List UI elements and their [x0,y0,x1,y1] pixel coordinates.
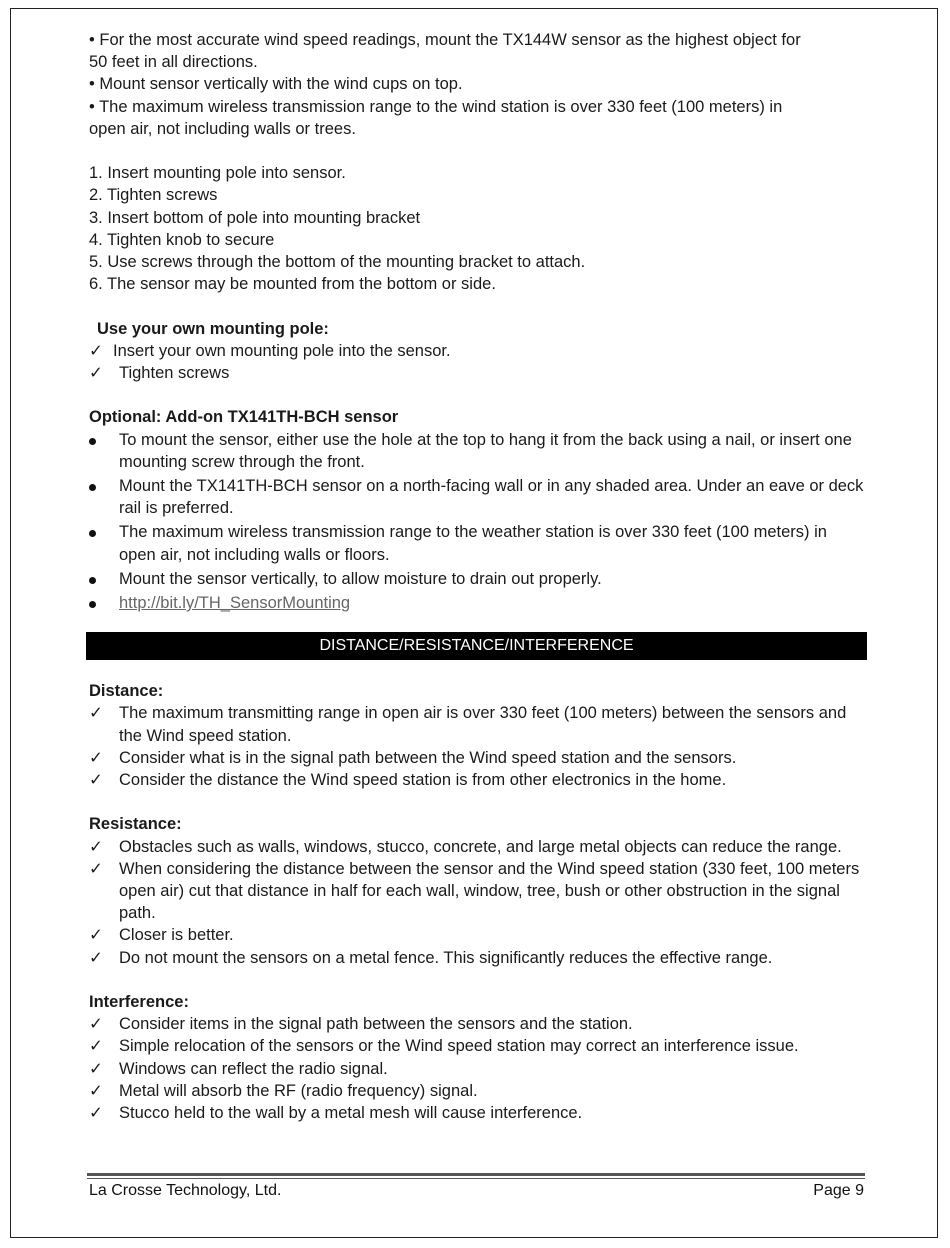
list-item [89,592,867,614]
bullet-icon [89,530,96,537]
list-item: ✓ Insert your own mounting pole into the sensor. [89,340,867,362]
distance-heading: Distance: [89,682,164,701]
distance-list [89,702,867,791]
list-item: To mount the sensor, either use the hole at the top to hang it from the back using a nail, or insert one mounting screw through the front. [89,429,867,473]
checkmark-icon: ✓ [89,364,103,383]
checkmark-icon: ✓ [89,1037,103,1056]
interference-heading: Interference: [89,993,189,1012]
checkmark-icon: ✓ [89,1081,103,1100]
list-item: ✓ Stucco held to the wall by a metal mesh will cause interference. [89,1102,867,1124]
footer-rule [87,1178,865,1179]
intro-line: open air, not including walls or trees. [89,119,356,138]
list-item: ✓ When considering the distance between the sensor and the Wind speed station (330 feet, 100 meters open air) cut that distance in half for each wall, window, tree, bush or other obstruction in the signal path. [89,859,860,923]
checkmark-icon: ✓ [89,837,103,856]
checkmark-icon: ✓ [89,1059,103,1078]
list-item: Mount the TX141TH-BCH sensor on a north-facing wall or in any shaded area. Under an eave or deck rail is preferred. [89,475,867,519]
list-item: ✓ Metal will absorb the RF (radio frequency) signal. [89,1080,867,1102]
footer-rule [87,1173,865,1176]
checkmark-icon: ✓ [89,948,103,967]
list-item: ✓ Windows can reflect the radio signal. [89,1058,867,1080]
resistance-list [89,836,867,969]
checkmark-icon: ✓ [89,1015,103,1034]
bullet-icon [89,577,96,584]
checkmark-icon: ✓ [89,341,103,360]
list-item: ✓ Simple relocation of the sensors or the Wind speed station may correct an interference issue. [89,1035,867,1057]
list-item: ✓ Consider the distance the Wind speed station is from other electronics in the home. [89,769,867,791]
list-item: The maximum wireless transmission range to the weather station is over 330 feet (100 meters) in open air, not including walls or floors. [89,521,867,565]
step: 4. Tighten knob to secure [89,230,275,249]
step: 2. Tighten screws [89,186,218,205]
page-number: Page 9 [813,1182,864,1199]
bullet-icon [89,601,96,608]
intro-line: • The maximum wireless transmission range to the wind station is over 330 feet (100 meters) in [89,97,783,116]
list-item: ✓ The maximum transmitting range in open air is over 330 feet (100 meters) between the sensors and the Wind speed station. [89,704,847,745]
list-item: ✓ Consider items in the signal path between the sensors and the station. [89,1013,867,1035]
optional-sensor-list [89,429,867,615]
step: 3. Insert bottom of pole into mounting bracket [89,208,421,227]
interference-list [89,1013,867,1124]
step: 1. Insert mounting pole into sensor. [89,164,346,183]
checkmark-icon: ✓ [89,859,103,878]
own-pole-heading: Use your own mounting pole: [97,319,329,338]
checkmark-icon: ✓ [89,748,103,767]
intro-line: • Mount sensor vertically with the wind cups on top. [89,75,463,94]
section-banner: DISTANCE/RESISTANCE/INTERFERENCE [86,632,867,660]
resistance-heading: Resistance: [89,815,182,834]
intro-block [89,29,867,140]
step: 6. The sensor may be mounted from the bottom or side. [89,275,496,294]
footer-company: La Crosse Technology, Ltd. [89,1182,282,1199]
checkmark-icon: ✓ [89,704,103,723]
list-item: ✓ Consider what is in the signal path between the Wind speed station and the sensors. [89,747,867,769]
own-pole-list [89,340,867,384]
bullet-icon [89,484,96,491]
checkmark-icon: ✓ [89,926,103,945]
checkmark-icon: ✓ [89,771,103,790]
mounting-steps [89,162,867,295]
bullet-icon [89,438,96,445]
intro-line: 50 feet in all directions. [89,53,258,72]
step: 5. Use screws through the bottom of the mounting bracket to attach. [89,253,586,272]
sensor-mounting-link[interactable]: http://bit.ly/TH_SensorMounting [119,594,351,613]
optional-sensor-heading: Optional: Add-on TX141TH-BCH sensor [89,408,399,427]
list-item: ✓ Do not mount the sensors on a metal fence. This significantly reduces the effective range. [89,947,867,969]
checkmark-icon: ✓ [89,1104,103,1123]
list-item: ✓ Obstacles such as walls, windows, stucco, concrete, and large metal objects can reduce the range. [89,836,867,858]
list-item: ✓ Closer is better. [89,924,867,946]
list-item: ✓ Tighten screws [89,362,867,384]
list-item: Mount the sensor vertically, to allow moisture to drain out properly. [89,568,867,590]
intro-line: • For the most accurate wind speed readings, mount the TX144W sensor as the highest object for [89,31,801,49]
document-body [89,29,867,1124]
